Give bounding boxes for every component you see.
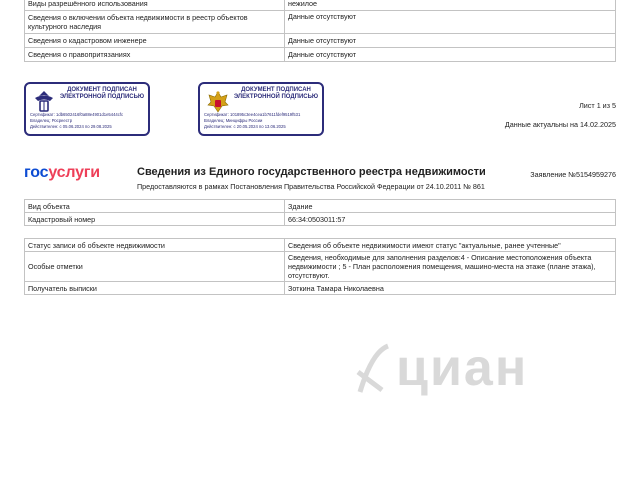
document-title: Сведения из Единого государственного реестра недвижимости bbox=[137, 166, 486, 178]
watermark-icon bbox=[352, 342, 392, 402]
table-row bbox=[25, 200, 616, 213]
row-value: 66:34:0503011:57 bbox=[285, 213, 616, 226]
row-key: Сведения о правопритязаниях bbox=[25, 48, 285, 62]
row-value: нежилое bbox=[285, 0, 616, 11]
row-key: Вид объекта bbox=[25, 200, 285, 213]
table-row bbox=[25, 11, 616, 34]
table-row bbox=[25, 48, 616, 62]
row-key: Виды разрешённого использования bbox=[25, 0, 285, 11]
row-key: Статус записи об объекте недвижимости bbox=[25, 239, 285, 252]
application-number: Заявление №5154959276 bbox=[530, 170, 616, 179]
logo-part-uslugi: услуги bbox=[48, 164, 100, 181]
logo-part-gos: гос bbox=[24, 164, 49, 181]
stamp-owner: Владелец: Росреестр bbox=[30, 118, 73, 123]
row-key: Получатель выписки bbox=[25, 282, 285, 295]
row-key: Сведения о включении объекта недвижимости в реестр объектов культурного наследия bbox=[25, 11, 285, 34]
row-value: Сведения об объекте недвижимости имеют статус "актуальные, ранее учтенные" bbox=[285, 239, 616, 252]
table-row bbox=[25, 239, 616, 252]
row-value: Данные отсутствуют bbox=[285, 11, 616, 34]
signature-stamp-mintsifry bbox=[198, 82, 324, 136]
document-subtitle: Предоставляются в рамках Постановления Правительства Российской Федерации от 24.10.2011 № 861 bbox=[137, 182, 485, 191]
stamp-owner: Владелец: Минцифры России bbox=[204, 118, 263, 123]
data-actual-date: Данные актуальны на 14.02.2025 bbox=[504, 120, 616, 129]
stamp-title: ДОКУМЕНТ ПОДПИСАН ЭЛЕКТРОННОЙ ПОДПИСЬЮ bbox=[233, 87, 319, 100]
object-table bbox=[24, 199, 616, 226]
row-value: Здание bbox=[285, 200, 616, 213]
watermark-text: циан bbox=[396, 339, 529, 397]
table-row bbox=[25, 34, 616, 48]
property-info-table bbox=[24, 0, 616, 62]
row-key: Сведения о кадастровом инженере bbox=[25, 34, 285, 48]
signature-stamp-rosreestr bbox=[24, 82, 150, 136]
table-row bbox=[25, 252, 616, 282]
row-key: Кадастровый номер bbox=[25, 213, 285, 226]
stamp-title: ДОКУМЕНТ ПОДПИСАН ЭЛЕКТРОННОЙ ПОДПИСЬЮ bbox=[59, 87, 145, 100]
row-value: Данные отсутствуют bbox=[285, 48, 616, 62]
row-value: Зоткина Тамара Николаевна bbox=[285, 282, 616, 295]
stamp-validity: Действителен: с 20.05.2024 по 13.06.2025 bbox=[204, 124, 286, 129]
table-row bbox=[25, 213, 616, 226]
stamp-certificate: Сертификат: 1db6502416f0a88e4901d1e5444cfc bbox=[30, 112, 124, 117]
table-row bbox=[25, 0, 616, 11]
gosuslugi-logo bbox=[24, 164, 100, 182]
row-key: Особые отметки bbox=[25, 252, 285, 282]
stamp-validity: Действителен: с 05.06.2024 по 29.08.2025 bbox=[30, 124, 112, 129]
table-row bbox=[25, 282, 616, 295]
row-value: Данные отсутствуют bbox=[285, 34, 616, 48]
sheet-number: Лист 1 из 5 bbox=[579, 101, 616, 110]
row-value: Сведения, необходимые для заполнения разделов:4 - Описание местоположения объекта недвижимости ; 5 - План расположения помещения, машино-места на этаже (плане этажа), отсутствуют. bbox=[285, 252, 616, 282]
status-table bbox=[24, 238, 616, 295]
stamp-certificate: Сертификат: 101895c3ee4cea1b7611fdef9519f531 bbox=[204, 112, 301, 117]
